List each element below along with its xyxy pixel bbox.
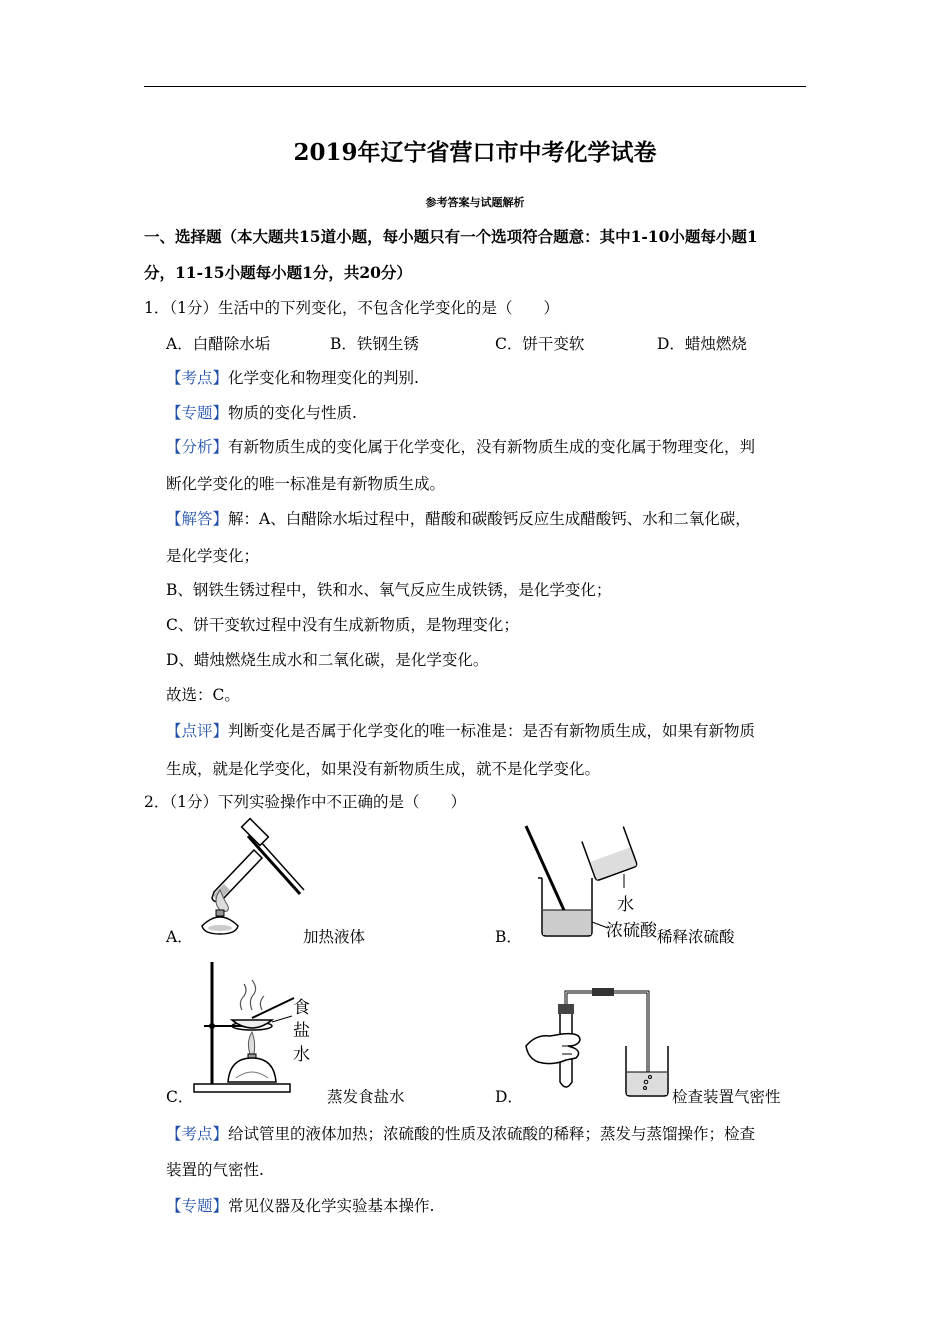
q2-kaodian-cont: 装置的气密性. <box>166 1161 264 1179</box>
q1-dianping <box>166 721 755 741</box>
q2-option-a-letter: A． <box>166 928 193 946</box>
q1-jieda-cont: 是化学变化； <box>166 547 260 565</box>
salt-water-label-2: 盐 <box>293 1021 310 1041</box>
q2-option-a-caption: 加热液体 <box>303 928 366 946</box>
q1-option-b: B．铁钢生锈 <box>330 335 419 353</box>
q1-kaodian <box>166 368 419 388</box>
q2-kaodian <box>166 1124 755 1144</box>
q1-dianping-cont: 生成，就是化学变化，如果没有新物质生成，就不是化学变化。 <box>166 760 601 778</box>
acid-label: 浓硫酸 <box>606 921 657 941</box>
q2-option-c-caption: 蒸发食盐水 <box>327 1088 405 1106</box>
dianping-text: 判断变化是否属于化学变化的唯一标准是：是否有新物质生成，如果有新物质 <box>228 722 756 740</box>
salt-water-label-3: 水 <box>293 1045 310 1065</box>
q1-option-c: C．饼干变软 <box>495 335 585 353</box>
salt-water-label-1: 食 <box>293 998 310 1018</box>
q1-jieda <box>166 509 751 529</box>
airtightness-figure <box>522 982 672 1100</box>
kaodian-text: 给试管里的液体加热；浓硫酸的性质及浓硫酸的稀释；蒸发与蒸馏操作；检查 <box>228 1125 756 1143</box>
zhuanti-tag: 【专题】 <box>166 1197 229 1215</box>
q2-option-b-caption: 稀释浓硫酸 <box>657 928 735 946</box>
q2-option-d-caption: 检查装置气密性 <box>672 1088 781 1106</box>
dianping-tag: 【点评】 <box>166 722 229 740</box>
page-subtitle: 参考答案与试题解析 <box>425 196 525 209</box>
section-heading-line1: 一、选择题（本大题共15道小题，每小题只有一个选项符合题意：其中1-10小题每小题1 <box>144 227 758 246</box>
header-rule <box>144 86 806 87</box>
zhuanti-tag: 【专题】 <box>166 404 229 422</box>
q2-option-d-letter: D． <box>495 1088 523 1106</box>
q1-stem: 1．（1分）生活中的下列变化，不包含化学变化的是（ ） <box>144 299 559 317</box>
q1-option-a: A．白醋除水垢 <box>166 335 271 353</box>
kaodian-text: 化学变化和物理变化的判别. <box>228 369 419 387</box>
section-heading-line2: 分，11-15小题每小题1分，共20分） <box>144 263 412 282</box>
zhuanti-text: 常见仪器及化学实验基本操作. <box>228 1197 435 1215</box>
kaodian-tag: 【考点】 <box>166 1125 229 1143</box>
page-title: 2019年辽宁省营口市中考化学试卷 <box>293 139 657 166</box>
jieda-tag: 【解答】 <box>166 510 229 528</box>
q2-stem: 2．（1分）下列实验操作中不正确的是（ ） <box>144 793 466 811</box>
q2-zhuanti <box>166 1196 434 1216</box>
q2-option-b-letter: B． <box>495 928 522 946</box>
water-label: 水 <box>617 895 634 915</box>
heating-liquid-figure <box>190 822 310 940</box>
fenxi-tag: 【分析】 <box>166 438 229 456</box>
fenxi-text: 有新物质生成的变化属于化学变化，没有新物质生成的变化属于物理变化，判 <box>228 438 756 456</box>
q1-fenxi <box>166 437 755 457</box>
q1-zhuanti <box>166 403 357 423</box>
q1-option-d: D．蜡烛燃烧 <box>657 335 747 353</box>
q1-jieda-line-d: D、蜡烛燃烧生成水和二氧化碳，是化学变化。 <box>166 651 489 669</box>
jieda-text: 解：A、白醋除水垢过程中，醋酸和碳酸钙反应生成醋酸钙、水和二氧化碳， <box>228 510 751 528</box>
q1-fenxi-cont: 断化学变化的唯一标准是有新物质生成。 <box>166 475 446 493</box>
zhuanti-text: 物质的变化与性质. <box>228 404 357 422</box>
q1-jieda-line-b: B、钢铁生锈过程中，铁和水、氧气反应生成铁锈，是化学变化； <box>166 581 612 599</box>
q1-answer: 故选：C。 <box>166 686 240 704</box>
q1-jieda-line-c: C、饼干变软过程中没有生成新物质，是物理变化； <box>166 616 519 634</box>
kaodian-tag: 【考点】 <box>166 369 229 387</box>
evaporate-salt-figure <box>190 958 300 1098</box>
q2-option-c-letter: C． <box>166 1088 194 1106</box>
